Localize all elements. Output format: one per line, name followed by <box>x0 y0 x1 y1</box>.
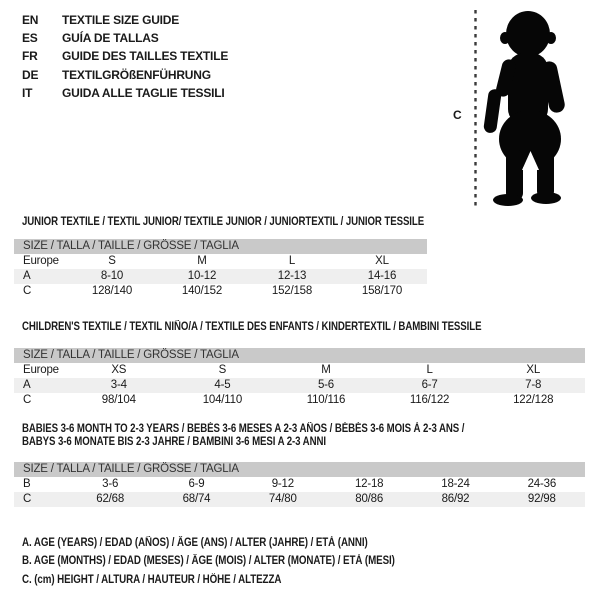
size-value-cell: 8-10 <box>67 269 157 284</box>
table-title <box>22 216 501 229</box>
size-value-cell: XS <box>111 364 127 376</box>
footnote: C. (cm) HEIGHT / ALTURA / HAUTEUR / HÖHE / ALTEZZA <box>22 573 282 586</box>
size-table-wrap <box>14 462 585 507</box>
row-label-cell: A <box>14 269 67 284</box>
size-header-band <box>14 462 585 477</box>
size-table-wrap <box>14 348 585 408</box>
size-value-cell: M <box>197 255 207 267</box>
size-value-cell: 98/104 <box>101 394 136 406</box>
size-value-cell: 140/152 <box>181 285 223 297</box>
size-value-cell: L <box>426 364 433 376</box>
size-table <box>14 462 585 507</box>
size-figure <box>450 5 600 213</box>
table-row <box>14 378 585 393</box>
size-value-cell: 10-12 <box>157 269 247 284</box>
size-value-cell: 68/74 <box>153 492 239 507</box>
size-value-cell: S <box>218 364 227 376</box>
size-value-cell: 3-6 <box>102 478 119 490</box>
size-value-cell: 74/80 <box>240 492 326 507</box>
size-value-cell: 6-9 <box>188 478 205 490</box>
size-value-cell: 122/128 <box>513 394 554 406</box>
row-label-cell: C <box>23 394 32 406</box>
language-title: GUIDA ALLE TAGLIE TESSILI <box>62 85 225 100</box>
language-row <box>22 29 228 47</box>
size-value-cell: 62/68 <box>67 492 153 507</box>
baby-silhouette-shape <box>483 11 566 206</box>
size-value-cell: 6-7 <box>378 378 482 393</box>
row-label-cell: Europe <box>23 255 59 267</box>
language-code: IT <box>22 85 33 100</box>
table-row <box>14 269 427 284</box>
size-header-band <box>14 348 585 363</box>
footnote: A. AGE (YEARS) / EDAD (AÑOS) / ÂGE (ANS) / ALTER (JAHRE) / ETÀ (ANNI) <box>22 537 368 549</box>
table-title <box>22 321 569 334</box>
size-value-cell: 128/140 <box>91 285 133 297</box>
table-title-line: CHILDREN'S TEXTILE / TEXTIL NIÑO/A / TEXTILE DES ENFANTS / KINDERTEXTIL / BAMBINI TESSILE <box>22 321 482 333</box>
language-title: GUIDE DES TAILLES TEXTILE <box>62 49 229 64</box>
size-value-cell: 158/170 <box>361 285 403 297</box>
table-title-line: BABYS 3-6 MONATE BIS 2-3 JAHRE / BAMBINI 3-6 MESI A 2-3 ANNI <box>22 435 326 448</box>
row-label-cell: Europe <box>23 364 59 376</box>
row-label-cell: A <box>14 378 67 393</box>
size-value-cell: L <box>288 255 296 267</box>
table-title-line: BABIES 3-6 MONTH TO 2-3 YEARS / BEBÉS 3-6 MESES A 2-3 AÑOS / BÉBÉS 3-6 MOIS À 2-3 ANS / <box>22 423 465 435</box>
language-list <box>22 11 228 102</box>
size-value-cell: 104/110 <box>202 394 243 406</box>
language-code: EN <box>22 13 39 27</box>
size-value-cell: 3-4 <box>67 378 171 393</box>
table-title-line: JUNIOR TEXTILE / TEXTIL JUNIOR/ TEXTILE JUNIOR / JUNIORTEXTIL / JUNIOR TESSILE <box>22 216 425 228</box>
table-row <box>14 284 427 299</box>
table-row <box>14 477 585 492</box>
size-value-cell: 5-6 <box>274 378 378 393</box>
row-label-cell: B <box>23 478 31 490</box>
size-value-cell: 152/158 <box>271 285 313 297</box>
size-value-cell: 80/86 <box>326 492 412 507</box>
language-row <box>22 47 228 65</box>
language-row <box>22 66 228 84</box>
language-title: GUÍA DE TALLAS <box>62 31 159 46</box>
table-title <box>22 423 549 449</box>
size-header-band <box>14 239 427 254</box>
language-row <box>22 11 228 29</box>
row-label-cell: C <box>14 492 67 507</box>
size-value-cell: 116/122 <box>409 394 450 406</box>
size-value-cell: M <box>321 364 331 376</box>
language-code: FR <box>22 49 38 64</box>
size-header-band-label: SIZE / TALLA / TAILLE / GRÖSSE / TAGLIA <box>14 348 585 363</box>
size-header-band-label: SIZE / TALLA / TAILLE / GRÖSSE / TAGLIA <box>14 239 427 254</box>
table-row <box>14 363 585 378</box>
footnotes <box>22 534 461 589</box>
size-value-cell: 7-8 <box>481 378 585 393</box>
table-row <box>14 393 585 408</box>
size-value-cell: 18-24 <box>441 478 470 490</box>
language-row <box>22 84 228 102</box>
language-code: ES <box>22 31 38 46</box>
language-title: TEXTILE SIZE GUIDE <box>62 13 180 27</box>
size-value-cell: 12-18 <box>354 478 384 490</box>
language-title: TEXTILGRÖßENFÜHRUNG <box>62 67 211 82</box>
row-label-cell: C <box>23 285 32 297</box>
size-value-cell: 110/116 <box>306 394 346 406</box>
size-value-cell: 9-12 <box>271 478 294 490</box>
figure-height-label: C <box>453 108 462 122</box>
size-value-cell: 4-5 <box>171 378 275 393</box>
size-value-cell: 24-36 <box>527 478 557 490</box>
size-value-cell: XL <box>375 255 389 267</box>
language-code: DE <box>22 67 39 82</box>
table-row <box>14 254 427 269</box>
size-value-cell: 14-16 <box>337 269 427 284</box>
size-value-cell: 92/98 <box>499 492 585 507</box>
size-table <box>14 348 585 408</box>
size-value-cell: S <box>108 255 116 267</box>
footnote: B. AGE (MONTHS) / EDAD (MESES) / ÂGE (MOIS) / ALTER (MONATE) / ETÀ (MESI) <box>22 555 395 568</box>
table-row <box>14 492 585 507</box>
size-value-cell: 86/92 <box>412 492 498 507</box>
size-value-cell: 12-13 <box>247 269 337 284</box>
size-header-band-label: SIZE / TALLA / TAILLE / GRÖSSE / TAGLIA <box>14 462 585 477</box>
size-value-cell: XL <box>526 364 541 376</box>
size-table <box>14 239 427 299</box>
baby-silhouette <box>450 5 600 213</box>
size-table-wrap <box>14 239 427 299</box>
